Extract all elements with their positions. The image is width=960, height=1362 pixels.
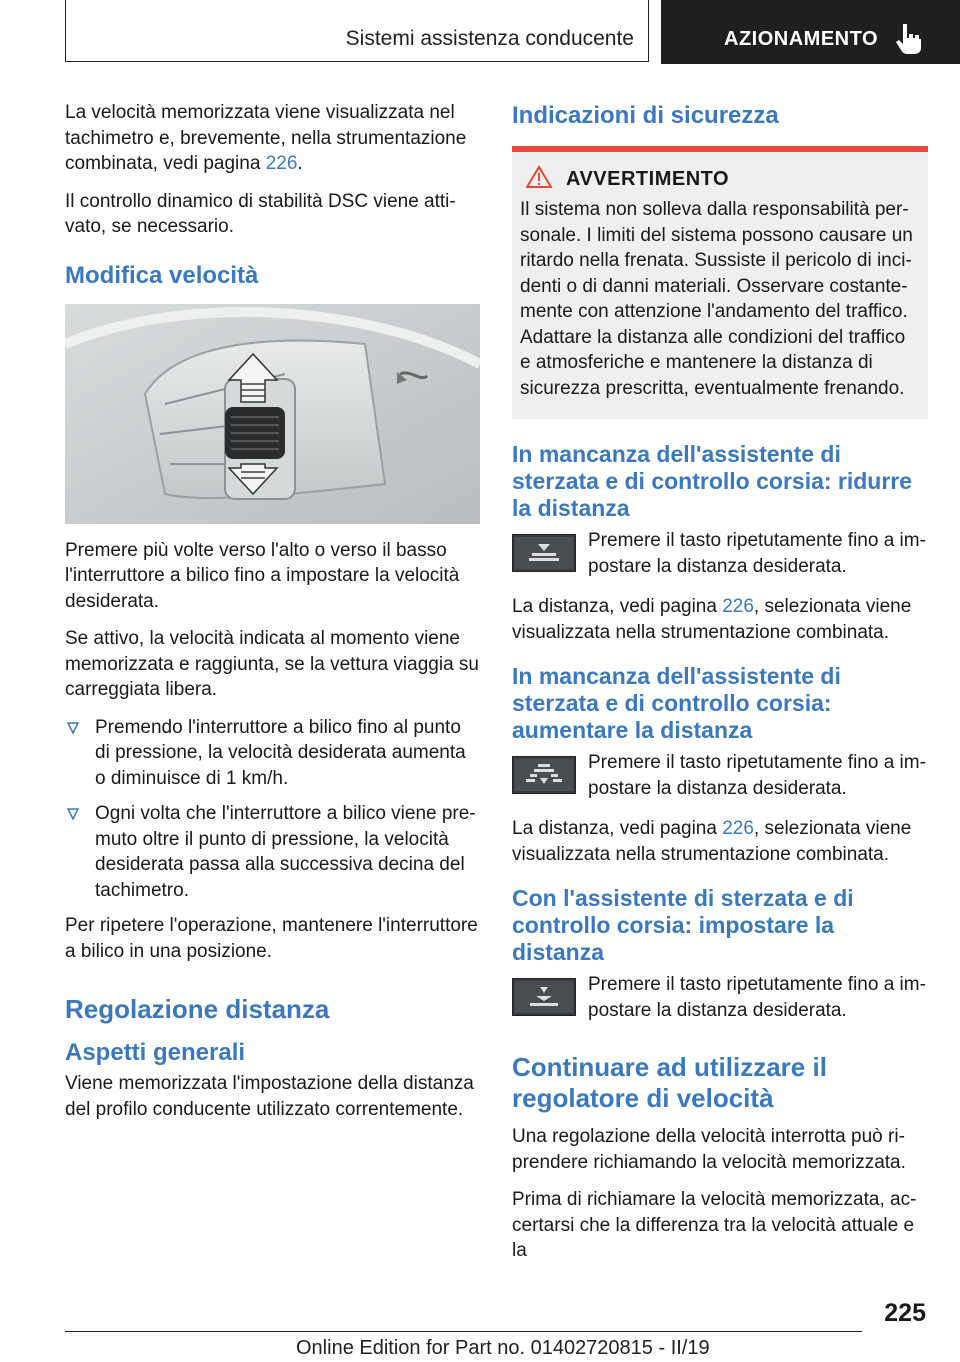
heading-regolazione-distanza: Regolazione distanza bbox=[65, 994, 330, 1024]
triangle-bullet-icon bbox=[67, 722, 79, 734]
bullet-list bbox=[65, 715, 480, 904]
text: . bbox=[297, 153, 303, 174]
chapter-title: AZIONAMENTO bbox=[724, 28, 879, 50]
list-item bbox=[65, 801, 480, 903]
list-item bbox=[65, 715, 480, 792]
heading-ridurre-distanza: In mancanza dell'assistente di sterzata e di controllo corsia: ridurre la distanza bbox=[512, 441, 913, 521]
page-link[interactable]: 226 bbox=[722, 818, 754, 839]
paragraph: Per ripetere l'operazione, mantenere l'interruttore a bilico in una posizione. bbox=[65, 915, 478, 962]
heading-aumentare-distanza: In mancanza dell'assistente di sterzata e di controllo corsia: aumentare la distanza bbox=[512, 663, 841, 743]
text: , selezionata viene visualizzata nella strumentazione combinata. bbox=[512, 596, 912, 643]
page-link[interactable]: 226 bbox=[722, 596, 754, 617]
paragraph bbox=[512, 594, 928, 645]
button-instruction bbox=[512, 528, 928, 582]
hand-pointer-icon bbox=[895, 22, 923, 54]
paragraph: Viene memorizzata l'impostazione della distanza del profilo conducente utilizzato correntemente. bbox=[65, 1073, 474, 1120]
warning-text: Il sistema non solleva dalla responsabilità personale. I limiti del sistema possono causare un ritardo nella frenata. Sussiste il pericolo di incidenti o di danni materiali. Osservare costantemente con attenzione l'andamento del traffico. Adattare la distanza alle condizioni del traffico e atmosferiche e mantenere la distanza di sicurezza prescritta, eventualmente frenando. bbox=[520, 199, 913, 399]
left-column bbox=[65, 100, 480, 1134]
heading-indicazioni-sicurezza: Indicazioni di sicurezza bbox=[512, 102, 779, 129]
footer-divider bbox=[65, 1331, 862, 1332]
paragraph: Prima di richiamare la velocità memorizzata, accertarsi che la differenza tra la velocità attuale e la bbox=[512, 1189, 917, 1261]
button-instruction bbox=[512, 750, 928, 804]
text: La velocità memorizzata viene visualizzata nel tachimetro e, brevemente, nella strumentazione combinata, vedi pagina bbox=[65, 102, 467, 174]
distance-set-button-icon bbox=[512, 978, 576, 1016]
paragraph: Una regolazione della velocità interrotta può riprendere richiamando la velocità memorizzata. bbox=[512, 1126, 906, 1173]
list-item-text: Premendo l'interruttore a bilico fino al punto di pressione, la velocità desiderata aumenta o diminuisce di 1 km/h. bbox=[95, 716, 466, 789]
chapter-tab bbox=[661, 0, 960, 64]
heading-modifica-velocita: Modifica velocità bbox=[65, 261, 259, 289]
page-link[interactable]: 226 bbox=[265, 153, 298, 174]
text: , selezionata viene visualizzata nella strumentazione combinata. bbox=[512, 818, 912, 865]
paragraph bbox=[512, 816, 928, 867]
button-instruction bbox=[512, 972, 928, 1026]
section-tab bbox=[65, 0, 649, 62]
warning-title bbox=[566, 168, 916, 191]
distance-decrease-button-icon bbox=[512, 534, 576, 572]
paragraph: Se attivo, la velocità indicata al momento viene memorizzata e raggiunta, se la vettura viaggia su carreggiata libera. bbox=[65, 628, 479, 700]
instruction-text: Premere il tasto ripetutamente fino a impostare la distanza desiderata. bbox=[588, 752, 926, 799]
heading-aspetti-generali: Aspetti generali bbox=[65, 1039, 246, 1066]
instruction-text: Premere il tasto ripetutamente fino a impostare la distanza desiderata. bbox=[588, 974, 926, 1021]
text: La distanza, vedi pagina bbox=[512, 596, 723, 617]
warning-title-text: AVVERTIMENTO bbox=[566, 168, 730, 190]
page-number: 225 bbox=[884, 1299, 926, 1327]
distance-increase-button-icon bbox=[512, 756, 576, 794]
heading-impostare-distanza: Con l'assistente di sterzata e di controllo corsia: impostare la distanza bbox=[512, 885, 854, 965]
right-column bbox=[512, 100, 928, 1276]
text: La distanza, vedi pagina bbox=[512, 818, 723, 839]
paragraph: Il controllo dinamico di stabilità DSC viene attivato, se necessario. bbox=[65, 190, 456, 237]
paragraph bbox=[65, 100, 480, 177]
page-header bbox=[0, 0, 960, 64]
list-item-text: Ogni volta che l'interruttore a bilico viene premuto oltre il punto di pressione, la velocità desiderata passa alla successiva decina del tachimetro. bbox=[95, 803, 476, 901]
warning-triangle-icon bbox=[526, 165, 552, 189]
edition-note: Online Edition for Part no. 01402720815 - II/19 bbox=[296, 1337, 710, 1359]
section-title: Sistemi assistenza conducente bbox=[345, 27, 634, 50]
heading-continuare-regolatore: Continuare ad utilizzare il regolatore di velocità bbox=[512, 1052, 827, 1113]
paragraph: Premere più volte verso l'alto o verso il basso l'interruttore a bilico fino a impostare la velocità desiderata. bbox=[65, 539, 460, 612]
instruction-text: Premere il tasto ripetutamente fino a impostare la distanza desiderata. bbox=[588, 530, 926, 577]
steering-wheel-rocker-switch-photo bbox=[65, 304, 480, 524]
triangle-bullet-icon bbox=[67, 808, 79, 820]
warning-box bbox=[512, 146, 928, 419]
